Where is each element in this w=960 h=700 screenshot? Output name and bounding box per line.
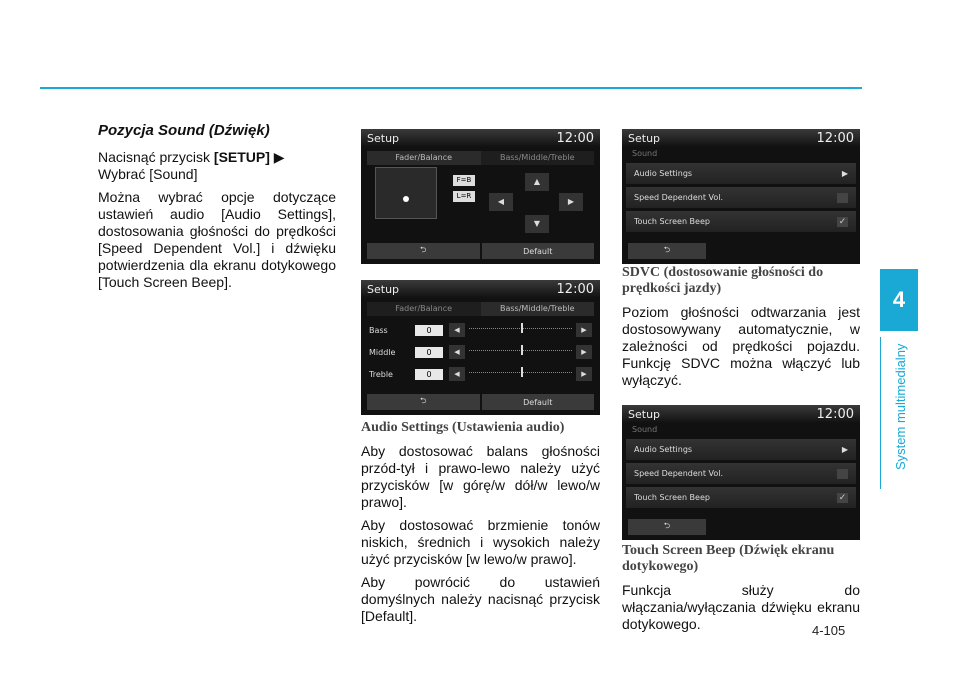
band-value: 0 [415, 325, 443, 336]
tab-bass-middle-treble[interactable]: Bass/Middle/Treble [481, 302, 595, 316]
decrease-button[interactable]: ◀ [449, 367, 465, 381]
arrow-icon: ▶ [841, 169, 848, 178]
beep-body: Funkcja służy do włączania/wyłączania dźwięku ekranu dotykowego. [622, 582, 860, 632]
back-button[interactable]: ⮌ [367, 394, 480, 410]
audio-settings-heading: Audio Settings (Ustawienia audio) [361, 420, 565, 435]
up-button[interactable]: ▲ [525, 173, 549, 191]
intro-step [98, 149, 336, 166]
sdvc-section [622, 265, 860, 395]
audio-settings-p1: Aby dostosować balans głośności przód-tył i prawo-lewo należy użyć przycisków [w górę/w dół/w lewo/w prawo]. [361, 443, 600, 510]
chapter-title: System multimedialny [893, 343, 908, 470]
arrow-icon: ▶ [841, 445, 848, 454]
band-value: 0 [415, 369, 443, 380]
item-label: Audio Settings [634, 169, 693, 178]
checkbox[interactable] [837, 469, 848, 479]
band-label: Middle [369, 347, 396, 357]
speed-dependent-vol-item[interactable] [626, 463, 856, 484]
item-label: Speed Dependent Vol. [634, 469, 724, 478]
check-icon[interactable]: ✓ [838, 492, 847, 503]
right-button[interactable]: ▶ [559, 193, 583, 211]
check-icon[interactable]: ✓ [838, 216, 847, 227]
down-button[interactable]: ▼ [525, 215, 549, 233]
audio-settings-p3: Aby powrócić do ustawień domyślnych należy nacisnąć przycisk [Default]. [361, 574, 600, 624]
item-label: Touch Screen Beep [634, 217, 710, 226]
audio-settings-section [361, 420, 600, 631]
clock: 12:00 [556, 281, 594, 297]
arrow-icon: ▶ [269, 149, 285, 165]
item-label: Speed Dependent Vol. [634, 193, 724, 202]
back-button[interactable]: ⮌ [628, 519, 706, 535]
left-button[interactable]: ◀ [489, 193, 513, 211]
band-label: Bass [369, 325, 388, 335]
band-slider[interactable] [469, 328, 572, 332]
fader-balance-screen [361, 129, 600, 264]
sdvc-body: Poziom głośności odtwarzania jest dostosowywany automatycznie, w zależności od prędkości pojazdu. Funkcję SDVC można włączyć lub wyłączyć. [622, 304, 860, 388]
default-button[interactable]: Default [482, 394, 595, 410]
title-bar [622, 129, 860, 147]
treble-row [369, 364, 592, 384]
increase-button[interactable]: ▶ [576, 367, 592, 381]
band-label: Treble [369, 369, 393, 379]
decrease-button[interactable]: ◀ [449, 345, 465, 359]
sound-menu-screen-beep [622, 405, 860, 540]
sound-subtitle: Sound [632, 425, 658, 434]
audio-settings-item[interactable] [626, 163, 856, 184]
item-label: Audio Settings [634, 445, 693, 454]
intro-step-2: Wybrać [Sound] [98, 166, 198, 182]
page-number: 4-105 [812, 623, 846, 638]
chapter-divider [880, 337, 881, 489]
tab-fader-balance[interactable]: Fader/Balance [367, 302, 481, 316]
bass-row [369, 320, 592, 340]
middle-row [369, 342, 592, 362]
sound-subtitle: Sound [632, 149, 658, 158]
tab-bass-middle-treble[interactable]: Bass/Middle/Treble [481, 151, 595, 165]
header-rule [40, 87, 862, 89]
band-slider[interactable] [469, 372, 572, 376]
screen-title: Setup [628, 131, 661, 145]
screen-title: Setup [628, 407, 661, 421]
audio-settings-p2: Aby dostosować brzmienie tonów niskich, średnich i wysokich należy użyć przycisków [w lewo/w prawo]. [361, 517, 600, 567]
fb-indicator: F=B [453, 175, 475, 186]
speed-dependent-vol-item[interactable] [626, 187, 856, 208]
beep-heading: Touch Screen Beep (Dźwięk ekranu dotykowego) [622, 543, 835, 574]
sdvc-heading: SDVC (dostosowanie głośności do prędkości jazdy) [622, 265, 824, 296]
checkbox[interactable] [837, 193, 848, 203]
clock: 12:00 [816, 406, 854, 422]
back-button[interactable]: ⮌ [367, 243, 480, 259]
decrease-button[interactable]: ◀ [449, 323, 465, 337]
chapter-number: 4 [892, 287, 906, 312]
seat-diagram [375, 167, 437, 219]
setup-key-ref: [SETUP] [213, 149, 270, 165]
clock: 12:00 [556, 130, 594, 146]
eq-screen [361, 280, 600, 415]
intro-step-text: Nacisnąć przycisk [98, 149, 214, 165]
screen-title: Setup [367, 131, 400, 145]
item-label: Touch Screen Beep [634, 493, 710, 502]
chapter-tab [880, 269, 918, 331]
lr-indicator: L=R [453, 191, 475, 202]
intro-body: Można wybrać opcje dotyczące ustawień audio [Audio Settings], dostosowania głośności do prędkości [Speed Dependent Vol.] i dźwięku potwierdzenia dla ekranu dotykowego [Touch Screen Beep]. [98, 189, 336, 290]
audio-settings-item[interactable] [626, 439, 856, 460]
title-bar [361, 129, 600, 147]
band-value: 0 [415, 347, 443, 358]
increase-button[interactable]: ▶ [576, 323, 592, 337]
back-button[interactable]: ⮌ [628, 243, 706, 259]
increase-button[interactable]: ▶ [576, 345, 592, 359]
title-bar [622, 405, 860, 423]
default-button[interactable]: Default [482, 243, 595, 259]
title-bar [361, 280, 600, 298]
intro-heading: Pozycja Sound (Dźwięk) [98, 122, 270, 139]
band-slider[interactable] [469, 350, 572, 354]
clock: 12:00 [816, 130, 854, 146]
tab-fader-balance[interactable]: Fader/Balance [367, 151, 481, 165]
touch-screen-beep-item[interactable] [626, 211, 856, 232]
touch-screen-beep-item[interactable] [626, 487, 856, 508]
intro-section [98, 122, 336, 297]
balance-point [403, 196, 409, 202]
screen-title: Setup [367, 282, 400, 296]
sound-menu-screen-sdvc [622, 129, 860, 264]
